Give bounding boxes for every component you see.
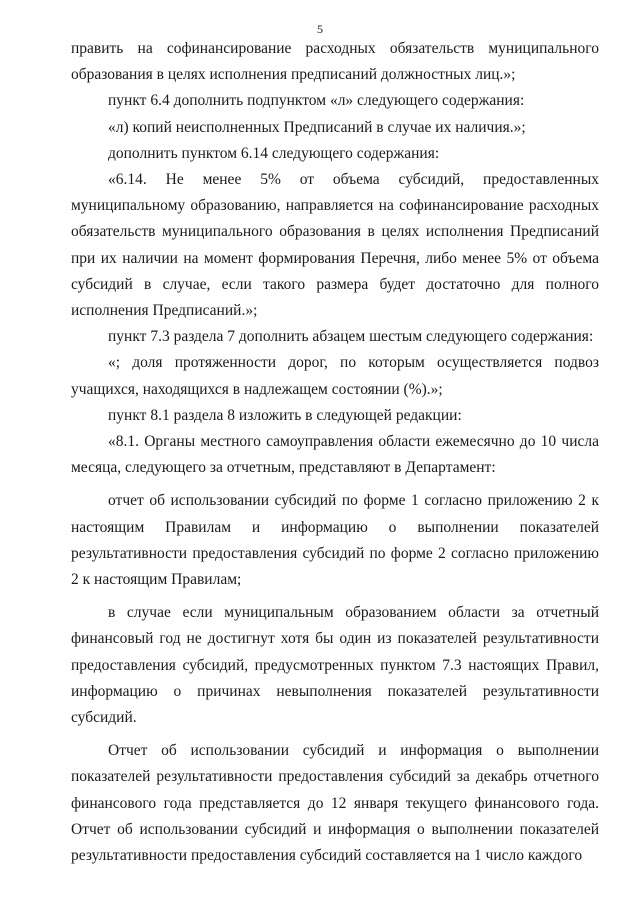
paragraph-amend-8-1: пункт 8.1 раздела 8 изложить в следующей редакции: <box>108 406 462 424</box>
paragraph-amend-6-4: пункт 6.4 дополнить подпунктом «л» следующего содержания: <box>108 92 525 110</box>
page-number: 5 <box>317 22 323 36</box>
paragraph-7-3-text: «; доля протяженности дорог, по которым осуществляется подвоз учащихся, находящихся в надлежащем состоянии (%).»; <box>71 354 599 398</box>
paragraph-non-achievement: в случае если муниципальным образованием области за отчетный финансовый год не достигнут хотя бы один из показателей результативности предоставления субсидий, предусмотренных пунктом 7.3 настоящих Правил, информацию о причинах невыполнения показателей результативности субсидий. <box>71 604 599 727</box>
paragraph-december-report: Отчет об использовании субсидий и информация о выполнении показателей результативности предоставления субсидий за декабрь отчетного финансового года представляется до 12 января текущего финансового года. Отчет об использовании субсидий и информация о выполнении показателей результативности предоставления субсидий составляется на 1 число каждого <box>71 742 599 865</box>
paragraph-6-14-text: «6.14. Не менее 5% от объема субсидий, предоставленных муниципальному образованию, направляется на софинансирование расходных обязательств муниципального образования в целях исполнения Предписаний при их наличии на момент формирования Перечня, либо менее 5% от объема субсидий в случае, если такого размера будет достаточно для полного исполнения Предписаний.»; <box>71 171 599 320</box>
document-body <box>71 36 599 869</box>
paragraph-report-form: отчет об использовании субсидий по форме 1 согласно приложению 2 к настоящим Правилам и информацию о выполнении показателей результативности предоставления субсидий по форме 2 согласно приложению 2 к настоящим Правилам; <box>71 492 599 589</box>
paragraph-continuation: править на софинансирование расходных обязательств муниципального образования в целях исполнения предписаний должностных лиц.»; <box>71 40 599 84</box>
paragraph-amend-7-3: пункт 7.3 раздела 7 дополнить абзацем шестым следующего содержания: <box>108 328 594 346</box>
paragraph-amend-6-14: дополнить пунктом 6.14 следующего содержания: <box>108 144 440 162</box>
paragraph-subitem-l: «л) копий неисполненных Предписаний в случае их наличия.»; <box>108 118 526 136</box>
paragraph-8-1-text: «8.1. Органы местного самоуправления области ежемесячно до 10 числа месяца, следующего за отчетным, представляют в Департамент: <box>71 433 599 477</box>
